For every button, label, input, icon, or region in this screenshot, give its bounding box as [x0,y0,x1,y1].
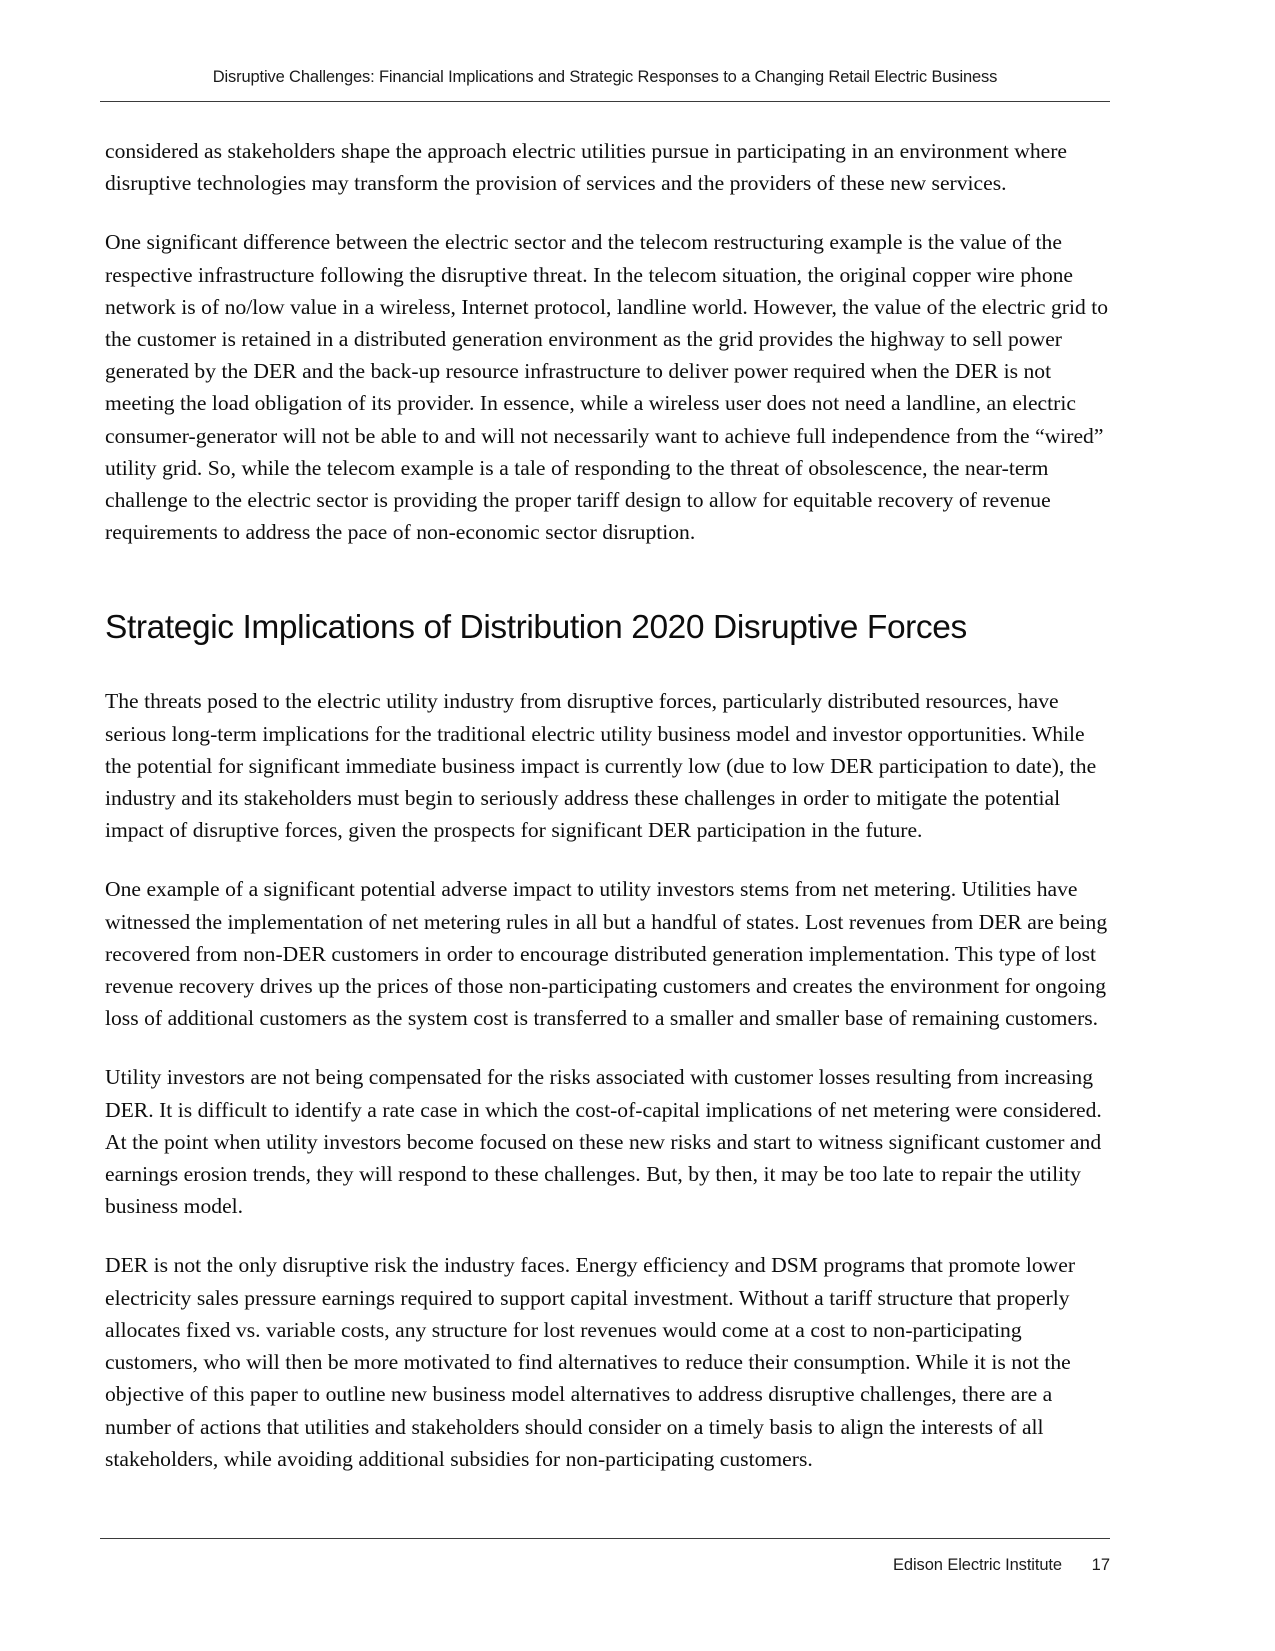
footer-page-number: 17 [1091,1556,1110,1574]
footer-organization: Edison Electric Institute [893,1556,1062,1574]
paragraph: One example of a significant potential adverse impact to utility investors stems from net metering. Utilities have witnessed the implementation of net metering rules in all but a handful of states. Lost revenues from DER are being recovered from non-DER customers in order to encourage distributed generation implementation. This type of lost revenue recovery drives up the prices of those non-participating customers and creates the environment for ongoing loss of additional customers as the system cost is transferred to a smaller and smaller base of remaining customers. [105,877,1108,1031]
footer-divider [100,1538,1110,1539]
page-footer [100,1556,1110,1575]
running-header-title: Disruptive Challenges: Financial Implications and Strategic Responses to a Changing Retail Electric Business [212,68,998,86]
document-body [105,135,1110,1475]
paragraph: Utility investors are not being compensated for the risks associated with customer losses resulting from increasing DER. It is difficult to identify a rate case in which the cost-of-capital implications of net metering were considered. At the point when utility investors become focused on these new risks and start to witness significant customer and earnings erosion trends, they will respond to these challenges. But, by then, it may be too late to repair the utility business model. [105,1065,1102,1219]
header-divider [100,101,1110,102]
paragraph: DER is not the only disruptive risk the industry faces. Energy efficiency and DSM programs that promote lower electricity sales pressure earnings required to support capital investment. Without a tariff structure that properly allocates fixed vs. variable costs, any structure for lost revenues would come at a cost to non-participating customers, who will then be more motivated to find alternatives to reduce their consumption. While it is not the objective of this paper to outline new business model alternatives to address disruptive challenges, there are a number of actions that utilities and stakeholders should consider on a timely basis to align the interests of all stakeholders, while avoiding additional subsidies for non-participating customers. [105,1253,1076,1471]
heading-spacer-above [105,575,1110,608]
paragraph: considered as stakeholders shape the approach electric utilities pursue in participating in an environment where disruptive technologies may transform the provision of services and the providers of these new services. [105,139,1067,196]
paragraph: The threats posed to the electric utility industry from disruptive forces, particularly distributed resources, have serious long-term implications for the traditional electric utility business model and investor opportunities. While the potential for significant immediate business impact is currently low (due to low DER participation to date), the industry and its stakeholders must begin to seriously address these challenges in order to mitigate the potential impact of disruptive forces, given the prospects for significant DER participation in the future. [105,689,1097,843]
heading-spacer-below [105,648,1110,685]
paragraph: One significant difference between the electric sector and the telecom restructuring example is the value of the respective infrastructure following the disruptive threat. In the telecom situation, the original copper wire phone network is of no/low value in a wireless, Internet protocol, landline world. However, the value of the electric grid to the customer is retained in a distributed generation environment as the grid provides the highway to sell power generated by the DER and the back-up resource infrastructure to deliver power required when the DER is not meeting the load obligation of its provider. In essence, while a wireless user does not need a landline, an electric consumer-generator will not be able to and will not necessarily want to achieve full independence from the “wired” utility grid. So, while the telecom example is a tale of responding to the threat of obsolescence, the near-term challenge to the electric sector is providing the proper tariff design to allow for equitable recovery of revenue requirements to address the pace of non-economic sector disruption. [105,230,1109,545]
section-heading: Strategic Implications of Distribution 2020 Disruptive Forces [105,609,967,647]
